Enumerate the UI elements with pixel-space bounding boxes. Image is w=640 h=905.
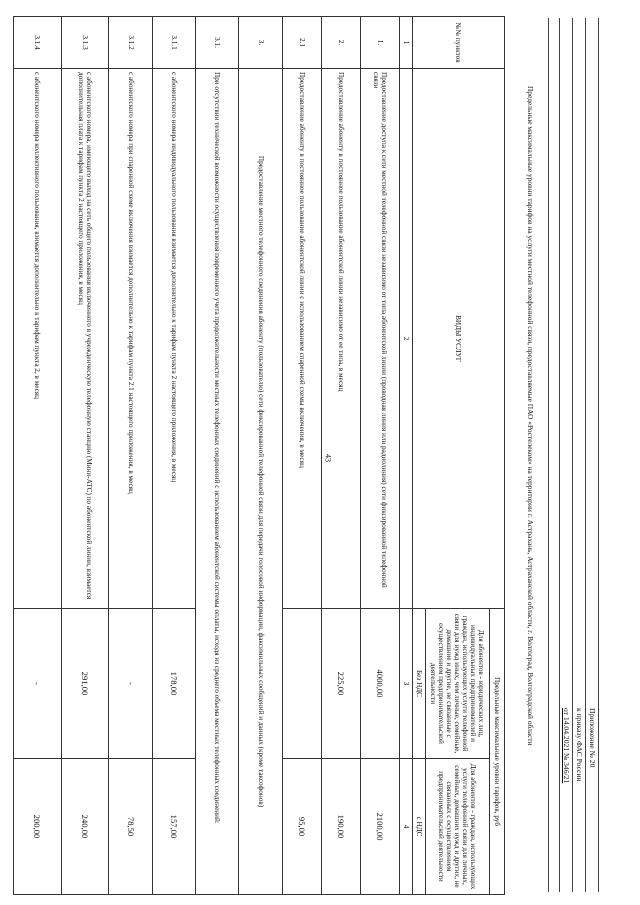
section-num: 3.1. bbox=[196, 17, 239, 69]
row-citizens: 2100,00 bbox=[360, 759, 399, 895]
row-num: 1. bbox=[360, 17, 399, 69]
row-citizens: 200,00 bbox=[14, 759, 62, 895]
row-legal: - bbox=[14, 609, 62, 759]
table-row bbox=[152, 17, 195, 895]
row-num: 3.1.2 bbox=[109, 17, 152, 69]
table-row bbox=[282, 17, 321, 895]
row-num: 2. bbox=[321, 17, 360, 69]
annex-line-3: от 14.04.2021 № 346/21 bbox=[562, 708, 571, 784]
row-num: 3.1.4 bbox=[14, 17, 62, 69]
row-desc: с абонентского номера, имеющего выход на сеть общего пользования включенного в учрежденческую телефонную станцию (Мини-АТС) по абонентской линии, взимается дополнительная плата к тарифам пункта 2 настоящего приложения, в месяц bbox=[61, 69, 109, 609]
row-desc: Предоставление абоненту в постоянное пользование абонентской линии независимо от ее типа, в месяц bbox=[321, 69, 360, 609]
page-number: 43 bbox=[323, 454, 333, 462]
row-legal: - bbox=[109, 609, 152, 759]
index-cell: 1 bbox=[399, 17, 412, 69]
table-row bbox=[14, 17, 62, 895]
annex-header bbox=[543, 18, 601, 892]
section-text: При отсутствии технической возможности осуществления повременного учета продолжительности местных телефонных соединений с использованием абонентской системы оплаты, исходя из среднего объема местных телефонных соединений: bbox=[196, 69, 239, 895]
table-row bbox=[61, 17, 109, 895]
row-desc: с абонентского номера при спаренной схеме включения взимается дополнительно к тарифам пункта 2.1 настоящего приложения, в месяц bbox=[109, 69, 152, 609]
index-row bbox=[399, 17, 412, 895]
row-citizens: 240,00 bbox=[61, 759, 109, 895]
header-citizens: Для абонентов - граждан, использующих услуги телефонной связи для личных, семейных, домашних нужд и других, не связанных с осуществлением предпринимательской деятельности bbox=[425, 759, 489, 895]
row-legal: 178,00 bbox=[152, 609, 195, 759]
index-cell: 3 bbox=[399, 609, 412, 759]
row-num: 3.1.3 bbox=[61, 17, 109, 69]
row-citizens: 95,00 bbox=[282, 759, 321, 895]
row-desc: Предоставление доступа к сети местной телефонной связи независимо от типа абонентской линии (проводная линия или радиолиния) сети фиксированной телефонной связи bbox=[360, 69, 399, 609]
header-no-vat: Без НДС bbox=[412, 609, 425, 759]
index-cell: 4 bbox=[399, 759, 412, 895]
rotated-content bbox=[11, 18, 601, 892]
header-with-vat: с НДС bbox=[412, 759, 425, 895]
row-legal bbox=[282, 609, 321, 759]
table-row bbox=[360, 17, 399, 895]
row-citizens: 78,50 bbox=[109, 759, 152, 895]
row-legal: 4000,00 bbox=[360, 609, 399, 759]
header-legal: Для абонентов - юридических лиц, индивидуальных предпринимателей и граждан, использующих услуги телефонной связи для нужд иных, чем личные, семейные, домашние и другие, не связанные с осуществлением предпринимательской деятельности bbox=[425, 609, 489, 759]
row-legal: 291,00 bbox=[61, 609, 109, 759]
row-legal: 225,00 bbox=[321, 609, 360, 759]
row-num: 2.1 bbox=[282, 17, 321, 69]
row-num: 3.1.1 bbox=[152, 17, 195, 69]
section-text: Предоставление местного телефонного соединения абоненту (пользователю) сети фиксированной телефонной связи для передачи голосовой информации, факсимильных сообщений и данных (кроме таксофонов) bbox=[239, 69, 282, 895]
row-desc: с абонентского номера индивидуального пользования взимается дополнительно к тарифам пункта 2 настоящего приложения, в месяц bbox=[152, 69, 195, 609]
annex-line-1: Приложение № 20 bbox=[588, 708, 597, 768]
document-title: Предельные максимальные уровни тарифов на услуги местной телефонной связи, предоставляемые ПАО «Ростелеком» на территории г. Астрахань, Астраханской области, г. Волгоград, Волгоградской области bbox=[526, 86, 535, 746]
section-row bbox=[196, 17, 239, 895]
row-citizens: 190,00 bbox=[321, 759, 360, 895]
annex-line-2: к приказу ФАС России bbox=[575, 708, 584, 782]
header-prices: Предельные максимальные уровни тарифов, руб bbox=[489, 609, 504, 895]
header-num: №№ пунктов bbox=[412, 17, 504, 69]
index-cell: 2 bbox=[399, 69, 412, 609]
table-row bbox=[321, 17, 360, 895]
tariff-table bbox=[13, 16, 505, 895]
table-row bbox=[109, 17, 152, 895]
section-row bbox=[239, 17, 282, 895]
row-desc: Предоставление абоненту в постоянное пользование абонентской линии с использованием спаренной схемы включения, в месяц bbox=[282, 69, 321, 609]
row-citizens: 157,00 bbox=[152, 759, 195, 895]
section-num: 3. bbox=[239, 17, 282, 69]
row-desc: с абонентского номера коллективного пользования, взимается дополнительно к тарифам пункта 2, в месяц bbox=[14, 69, 62, 609]
header-services: ВИДЫ УСЛУГ bbox=[412, 69, 504, 609]
